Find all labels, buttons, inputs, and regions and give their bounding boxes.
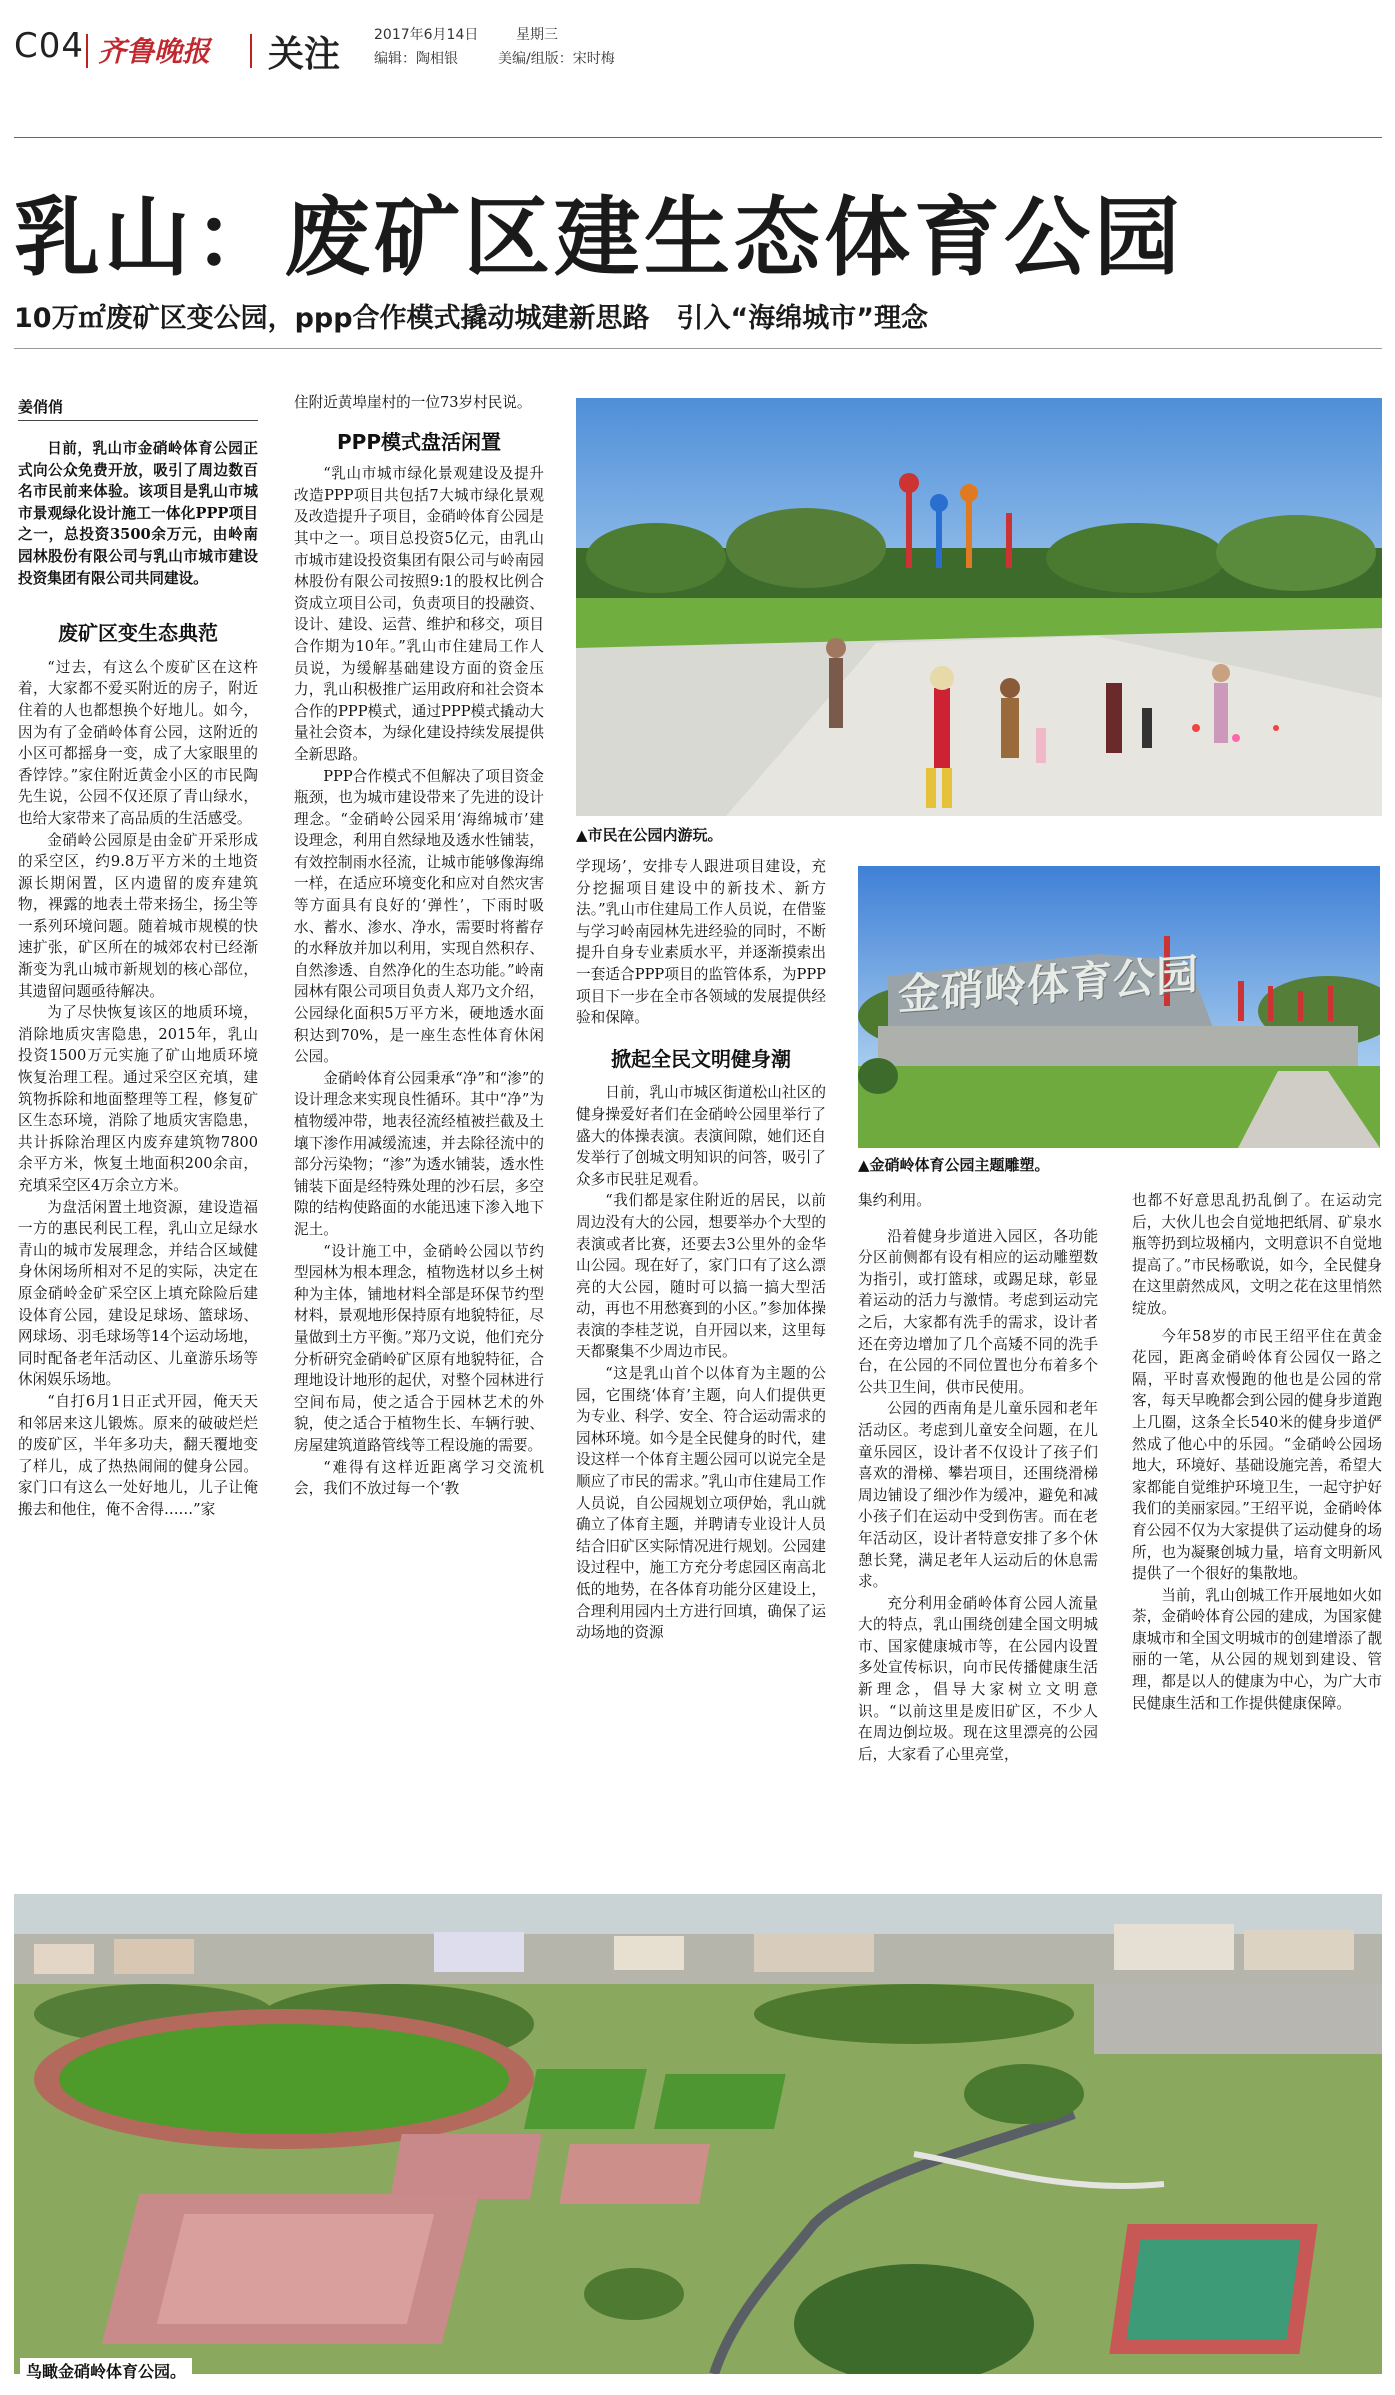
subheadline: 10万㎡废矿区变公园，ppp合作模式撬动城建新思路 引入“海绵城市”理念 bbox=[14, 303, 929, 334]
sculpture-sign-text: 金硝岭体育公园 bbox=[898, 949, 1200, 1020]
section-heading-3: 掀起全民文明健身潮 bbox=[611, 1046, 791, 1071]
lede-paragraph: 日前，乳山市金硝岭体育公园正式向公众免费开放，吸引了周边数百名市民前来体验。该项目是乳山市城市景观绿化设计施工一体化PPP项目之一，总投资3500余万元，由岭南园林股份有限公司与乳山市城市建设投资集团有限公司共同建设。 bbox=[18, 440, 258, 587]
header-divider-2 bbox=[250, 34, 252, 68]
article-paragraph: 金硝岭体育公园秉承“净”和“渗”的设计理念来实现良性循环。其中“净”为植物缓冲带，地表径流经植被拦截及土壤下渗作用减缓流速，并去除径流中的部分污染物；“渗”为透水铺装，透水性铺装下面是经特殊处理的沙石层，多空隙的结构使路面的水能迅速下渗入地下泥土。 bbox=[294, 1069, 544, 1238]
column-1 bbox=[18, 438, 258, 1521]
header-date: 2017年6月14日 bbox=[374, 27, 479, 43]
paper-logo: 齐鲁晚报 bbox=[98, 35, 211, 68]
article-paragraph: “自打6月1日正式开园，俺天天和邻居来这儿锻炼。原来的破破烂烂的废矿区，半年多功夫，翻天覆地变了样儿，成了热热闹闹的健身公园。家门口有这么一处好地儿，儿子让俺搬去和他住，俺不舍得……”家 bbox=[18, 1392, 258, 1518]
column-5 bbox=[1132, 1190, 1382, 1714]
article-paragraph: 为了尽快恢复该区的地质环境，消除地质灾害隐患，2015年，乳山投资1500万元实施了矿山地质环境恢复治理工程。通过采空区充填，建筑物拆除和地面整理等工程，修复矿区生态环境，消除了地质灾害隐患，共计拆除治理区内废弃建筑物7800余平方米，恢复土地面积200余亩，充填采空区4万余立方米。 bbox=[18, 1004, 258, 1194]
article-paragraph: 金硝岭公园原是由金矿开采形成的采空区，约9.8万平方米的土地资源长期闲置，区内遗留的废弃建筑物，裸露的地表土带来扬尘，扬尘等一系列环境问题。随着城市规模的快速扩张，矿区所在的城郊农村已经渐渐变为乳山城市新规划的核心部位，其遗留问题亟待解决。 bbox=[18, 831, 258, 1000]
column-4 bbox=[858, 1190, 1098, 1765]
article-paragraph: “我们都是家住附近的居民，以前周边没有大的公园，想要举办个大型的表演或者比赛，还要去3公里外的金华山公园。现在好了，家门口有了这么漂亮的大公园，随时可以搞一搞大型活动，再也不用愁赛到的小区。”参加体操表演的李桂芝说，自开园以来，这里每天都聚集不少周边市民。 bbox=[576, 1192, 826, 1361]
article-paragraph: 也都不好意思乱扔乱倒了。在运动完后，大伙儿也会自觉地把纸屑、矿泉水瓶等扔到垃圾桶内，文明意识不自觉地提高了。”市民杨歌说，如今，全民健身在这里蔚然成风，文明之花在这里悄然绽放。 bbox=[1132, 1192, 1382, 1317]
article-paragraph: “乳山市城市绿化景观建设及提升改造PPP项目共包括7大城市绿化景观及改造提升子项目，金硝岭体育公园是其中之一。项目总投资5亿元，由乳山市城市建设投资集团有限公司与岭南园林股份有限公司按照9:1的股权比例合资成立项目公司，负责项目的投融资、设计、建设、运营、维护和移交，项目合作期为10年。”乳山市住建局工作人员说，为缓解基础建设方面的资金压力，乳山积极推广运用政府和社会资本合作的PPP模式，通过PPP模式撬动大量社会资本，为绿化建设持续发展提供全新思路。 bbox=[294, 465, 544, 763]
article-paragraph: “这是乳山首个以体育为主题的公园，它围绕‘体育’主题，向人们提供更为专业、科学、安全、符合运动需求的园林环境。如今是全民健身的时代，建设这样一个体育主题公园可以说完全是顺应了市民的需求。”乳山市住建局工作人员说，自公园规划立项伊始，乳山就确立了体育主题，并聘请专业设计人员结合旧矿区实际情况进行规划。公园建设过程中，施工方充分考虑园区南高北低的地势，在各体育功能分区建设上，合理利用园内土方进行回填，确保了运动场地的资源 bbox=[576, 1365, 826, 1642]
article-paragraph: PPP合作模式不但解决了项目资金瓶颈，也为城市建设带来了先进的设计理念。“金硝岭公园采用‘海绵城市’建设理念，利用自然绿地及透水性铺装，有效控制雨水径流，让城市能够像海绵一样，在适应环境变化和应对自然灾害等方面具有良好的‘弹性’，下雨时吸水、蓄水、渗水、净水，需要时将蓄存的水释放并加以利用，实现自然积存、自然渗透、自然净化的生态功能。”岭南园林有限公司项目负责人郑乃文介绍，公园绿化面积5万平方米，硬地透水面积达到70%，是一座生态性体育休闲公园。 bbox=[294, 767, 544, 1066]
header-designer: 美编/组版：宋时梅 bbox=[498, 51, 615, 67]
column-3 bbox=[576, 856, 826, 1644]
page-code: C04 bbox=[14, 26, 85, 66]
header-editor: 编辑：陶相银 bbox=[374, 51, 458, 67]
article-paragraph: 今年58岁的市民王绍平住在黄金花园，距离金硝岭体育公园仅一路之隔，平时喜欢慢跑的他也是公园的常客，每天早晚都会到公园的健身步道跑上几圈，这条全长540米的健身步道俨然成了他心中的乐园。“金硝岭公园场地大，环境好、基础设施完善，希望大家都能自觉维护环境卫生，一起守护好我们的美丽家园。”王绍平说，金硝岭体育公园不仅为大家提供了运动健身的场所，也为凝聚创城力量，培育文明新风提供了一个很好的集散地。 bbox=[1132, 1327, 1382, 1583]
article-paragraph: “过去，有这么个废矿区在这杵着，大家都不爱买附近的房子，附近住着的人也都想换个好地儿。如今，因为有了金硝岭体育公园，这附近的小区可都摇身一变，成了大家眼里的香饽饽。”家住附近黄金小区的市民陶先生说，公园不仅还原了青山绿水，也给大家带来了高品质的生活感受。 bbox=[18, 658, 258, 827]
article-paragraph: 学现场’，安排专人跟进项目建设，充分挖掘项目建设中的新技术、新方法。”乳山市住建局工作人员说，在借鉴与学习岭南园林先进经验的同时，不断提升自身专业素质水平，并逐渐摸索出一套适合PPP项目的监管体系，为PPP项目下一步在全市各领域的发展提供经验和保障。 bbox=[576, 858, 826, 1027]
article-paragraph: 日前，乳山市城区街道松山社区的健身操爱好者们在金硝岭公园里举行了盛大的体操表演。表演间隙，她们还自发举行了创城文明知识的问答，吸引了众多市民驻足观看。 bbox=[576, 1084, 826, 1188]
header-divider-1 bbox=[86, 34, 88, 68]
column-2 bbox=[294, 392, 544, 1500]
article-paragraph: 为盘活闲置土地资源，建设造福一方的惠民利民工程，乳山立足绿水青山的城市发展理念，并结合区域健身休闲场所相对不足的实际，决定在原金硝岭金矿采空区上填充除险后建设体育公园，建设足球场、篮球场、网球场、羽毛球场等14个运动场地，同时配备老年活动区、儿童游乐场等休闲娱乐场地。 bbox=[18, 1198, 258, 1389]
headline-rule bbox=[14, 348, 1382, 349]
article-paragraph: 公园的西南角是儿童乐园和老年活动区。考虑到儿童安全问题，在儿童乐园区，设计者不仅设计了孩子们喜欢的滑梯、攀岩项目，还围绕滑梯周边铺设了细沙作为缓冲，避免和减小孩子们在运动中受到伤害。而在老年活动区，设计者特意安排了多个休憩长凳，满足老年人运动后的休息需求。 bbox=[858, 1400, 1098, 1591]
section-heading-2: PPP模式盘活闲置 bbox=[337, 429, 501, 454]
article-paragraph: 充分利用金硝岭体育公园人流量大的特点，乳山围绕创建全国文明城市、国家健康城市等，在公园内设置多处宣传标识，向市民传播健康生活新理念，倡导大家树立文明意识。“以前这里是废旧矿区，不少人在周边倒垃圾。现在这里漂亮的公园后，大家看了心里亮堂， bbox=[858, 1594, 1098, 1763]
article-paragraph: “设计施工中，金硝岭公园以节约型园林为根本理念，植物选材以乡土树种为主体，铺地材料全部是环保节约型材料，景观地形保持原有地貌特征，尽量做到土方平衡。”郑乃文说，他们充分分析研究金硝岭矿区原有地貌特征，合理地设计地形的起伏，对整个园林进行空间布局，使之适合于园林艺术的外貌，使之适合于植物生长、车辆行驶、房屋建筑道路管线等工程设施的需要。 bbox=[294, 1242, 544, 1454]
article-paragraph: 沿着健身步道进入园区，各功能分区前侧都有设有相应的运动雕塑数为指引，或打篮球，或踢足球，彰显着运动的活力与激情。考虑到运动完之后，大家都有洗手的需求，设计者还在旁边增加了几个高矮不同的洗手台，在公园的不同位置也分布着多个公共卫生间，供市民使用。 bbox=[858, 1227, 1098, 1396]
header-rule bbox=[14, 137, 1382, 138]
byline: 姜俏俏 bbox=[18, 398, 64, 416]
photo-park-visitors bbox=[576, 398, 1382, 816]
headline: 乳山：废矿区建生态体育公园 bbox=[14, 188, 1184, 288]
article-paragraph: “难得有这样近距离学习交流机会，我们不放过每一个‘教 bbox=[294, 1458, 544, 1498]
section-title: 关注 bbox=[268, 34, 341, 75]
photo-caption-sculpture: ▲金硝岭体育公园主题雕塑。 bbox=[858, 1156, 1050, 1174]
header-weekday: 星期三 bbox=[516, 27, 558, 43]
article-paragraph: 当前，乳山创城工作开展地如火如荼，金硝岭体育公园的建成，为国家健康城市和全国文明城市的创建增添了靓丽的一笔，从公园的规划到建设、管理，都是以人的健康为中心，为广大市民健康生活和工作提供健康保障。 bbox=[1132, 1586, 1382, 1712]
photo-caption-visitors: ▲市民在公园内游玩。 bbox=[576, 826, 723, 844]
article-paragraph: 集约利用。 bbox=[858, 1192, 931, 1209]
byline-rule bbox=[18, 420, 258, 421]
photo-aerial bbox=[14, 1894, 1382, 2374]
section-heading-1: 废矿区变生态典范 bbox=[58, 621, 218, 646]
photo-sculpture bbox=[858, 866, 1380, 1148]
article-paragraph: 住附近黄埠崖村的一位73岁村民说。 bbox=[294, 394, 532, 411]
photo-caption-aerial: 鸟瞰金硝岭体育公园。 bbox=[20, 2358, 192, 2383]
